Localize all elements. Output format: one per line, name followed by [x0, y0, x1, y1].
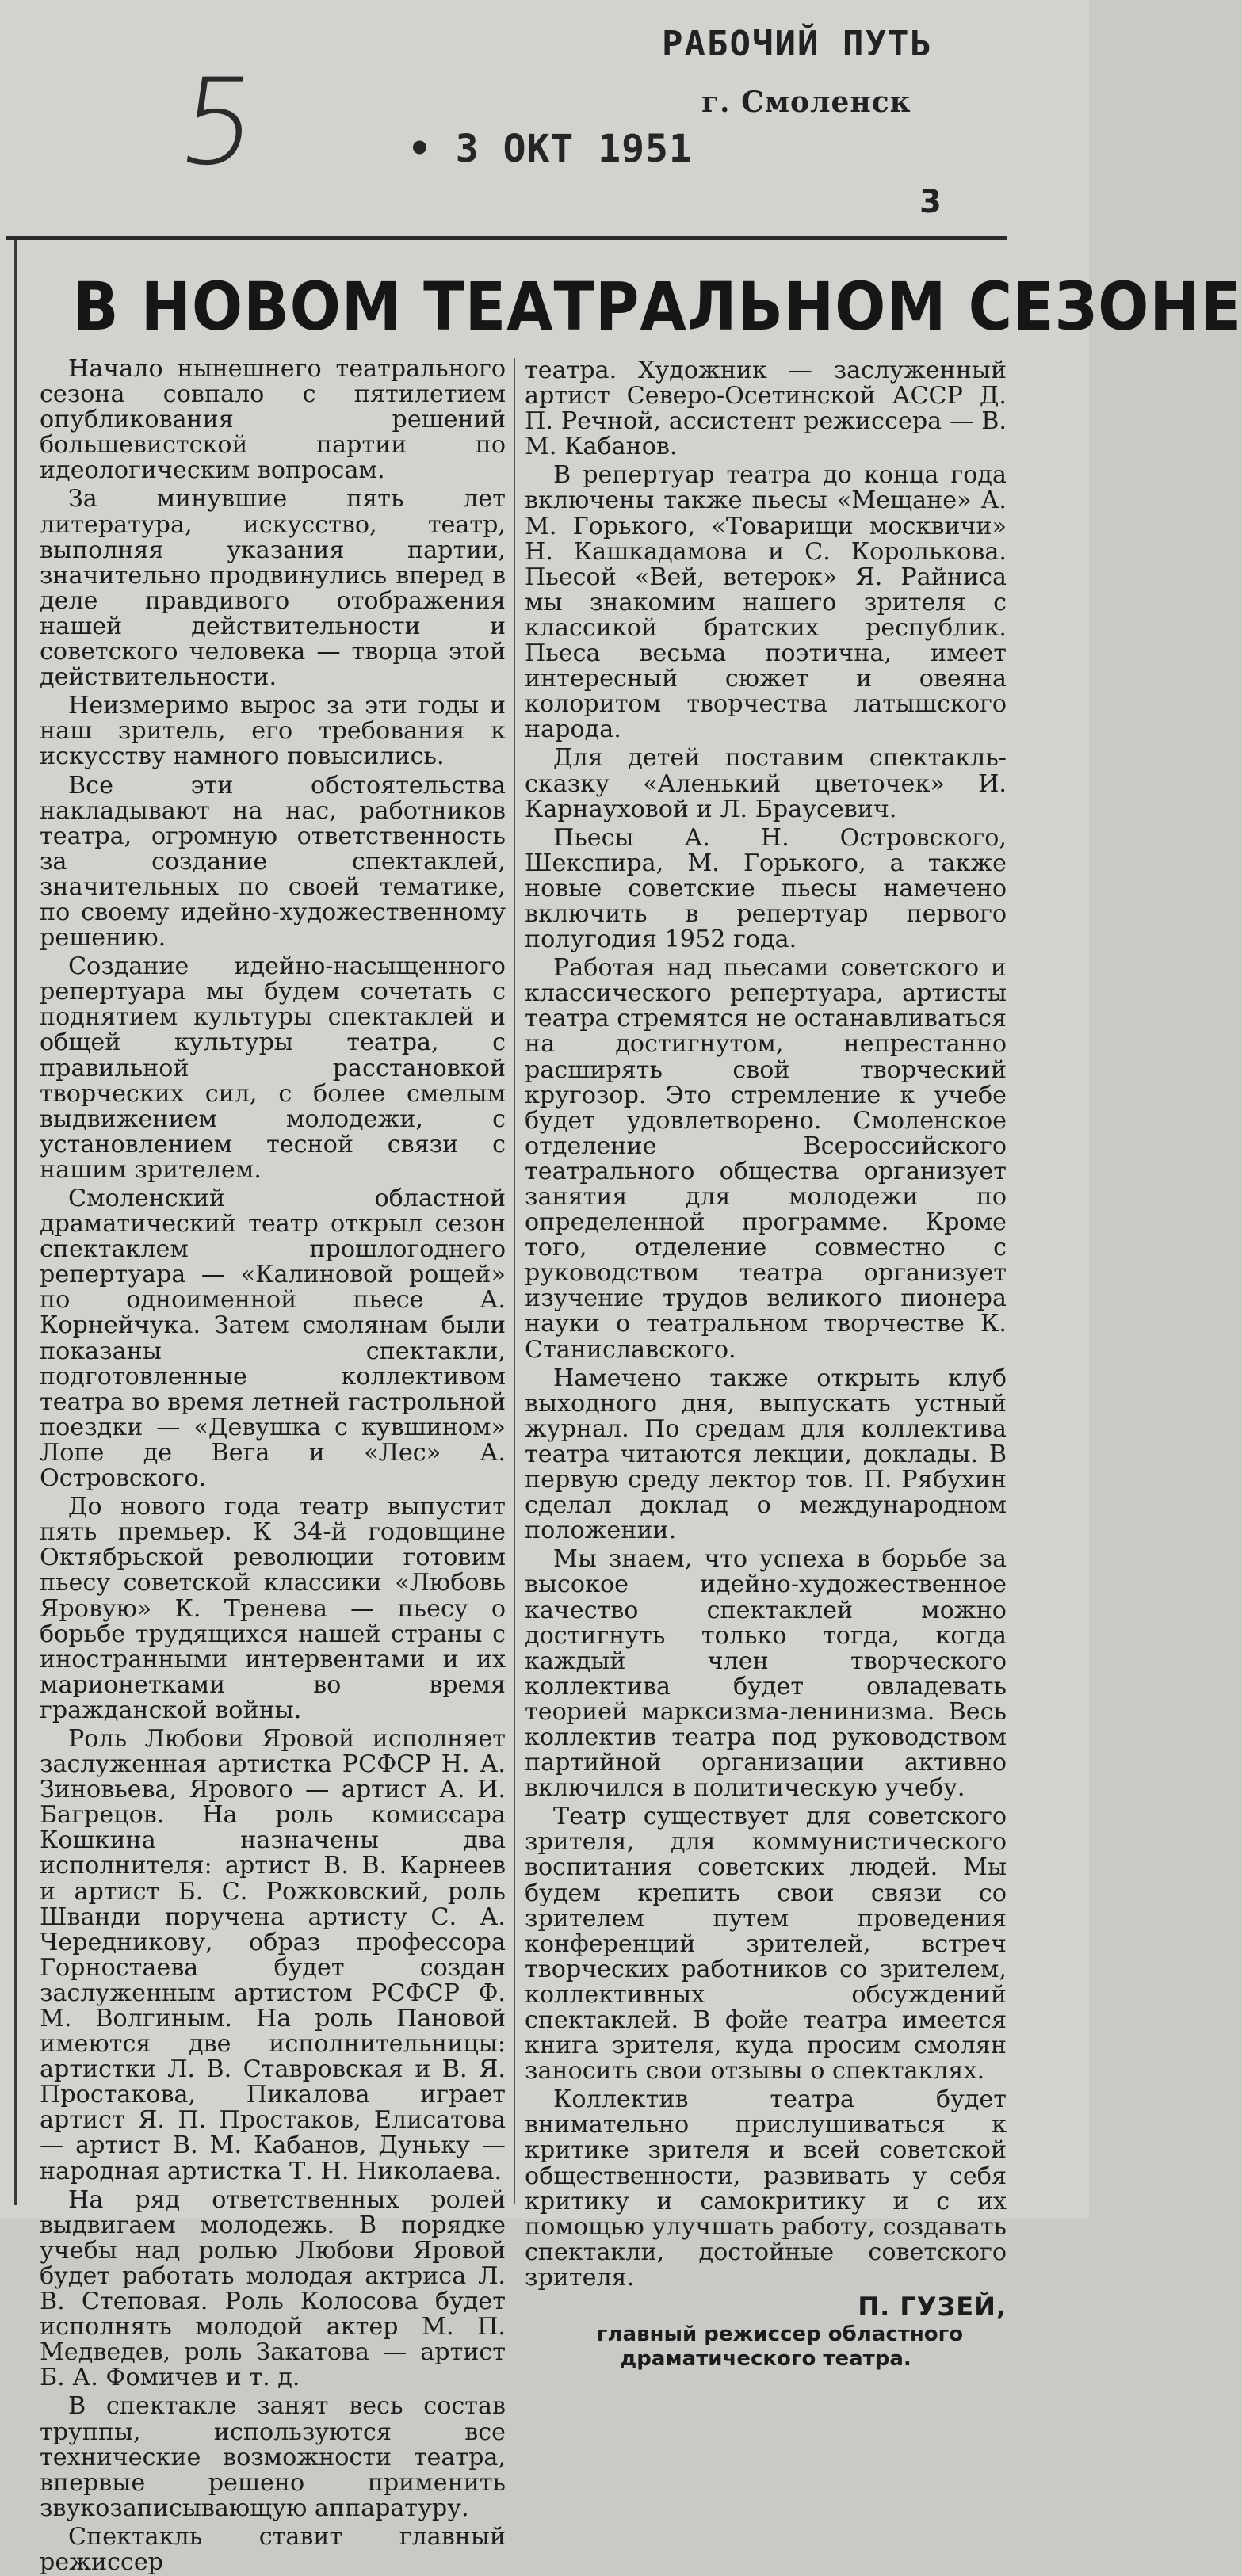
newspaper-name-stamp: РАБОЧИЙ ПУТЬ — [662, 24, 933, 64]
right-column — [525, 358, 1007, 2372]
paragraph: Пьесы А. Н. Островского, Шекспира, М. Горького, а также новые советские пьесы намечено включить в репертуар первого полугодия 1952 года. — [525, 823, 1007, 954]
paragraph: Все эти обстоятельства накладывают на нас, работников театра, огромную ответственность за создание спектаклей, значительных по своей тематике, по своему идейно-художественному решению. — [40, 771, 506, 952]
paragraph: За минувшие пять лет литература, искусство, театр, выполняя указания партии, значительно продвинулись вперед в деле правдивого отображения нашей действительности и советского человека — творца этой действительности. — [40, 485, 506, 692]
column-divider — [514, 358, 515, 2204]
paragraph: Начало нынешнего театрального сезона совпало с пятилетием опубликования решений большевистской партии по идеологическим вопросам. — [40, 355, 506, 485]
author-title: главный режиссер областного драматического театра. — [596, 2322, 964, 2372]
paragraph: Для детей поставим спектакль-сказку «Аленький цветочек» И. Карнауховой и Л. Браусевич. — [525, 744, 1007, 823]
top-rule — [6, 236, 1007, 240]
left-border — [14, 240, 17, 2205]
paragraph: В спектакле занят весь состав труппы, используются все технические возможности театра, впервые решено применить звукозаписывающую аппаратуру. — [40, 2392, 506, 2522]
date-stamp: • 3 ОКТ 1951 — [408, 127, 693, 171]
paragraph: До нового года театр выпустит пять премьер. К 34-й годовщине Октябрьской революции готовим пьесу советской классики «Любовь Яровую» К. Тренева — пьесу о борьбе трудящихся нашей страны с иностранными интервентами и их марионетками во время гражданской войны. — [40, 1493, 506, 1724]
paragraph: Намечено также открыть клуб выходного дня, выпускать устный журнал. По средам для коллектива театра читаются лекции, доклады. В первую среду лектор тов. П. Рябухин сделал доклад о международном положении. — [525, 1364, 1007, 1545]
paragraph: Роль Любови Яровой исполняет заслуженная артистка РСФСР Н. А. Зиновьева, Ярового — артист А. И. Багрецов. На роль комиссара Кошкина назначены два исполнителя: артист В. В. Карнеев и артист Б. С. Рожковский, роль Шванди поручена артисту С. А. Чередникову, образ профессора Горностаева будет создан заслуженным артистом РСФСР Ф. М. Волгиным. На роль Пановой имеются две исполнительницы: артистки Л. В. Ставровская и В. Я. Простакова, Пикалова играет артист Я. П. Простаков, Елисатова — артист В. М. Кабанов, Дуньку — народная артистка Т. Н. Николаева. — [40, 1724, 506, 2185]
paragraph: Создание идейно-насыщенного репертуара мы будем сочетать с поднятием культуры спектаклей и общей культуры театра, с правильной расстановкой творческих сил, с более смелым выдвижением молодежи, с установлением тесной связи с нашим зрителем. — [40, 952, 506, 1184]
left-column — [40, 357, 506, 2575]
paragraph: На ряд ответственных ролей выдвигаем молодежь. В порядке учебы над ролью Любови Яровой будет работать молодая актриса Л. В. Степовая. Роль Колосова будет исполнять молодой актер М. П. Медведев, роль Закатова — артист Б. А. Фомичев и т. д. — [40, 2185, 506, 2392]
handwritten-archive-number: 5 — [170, 54, 266, 192]
paragraph: В репертуар театра до конца года включены также пьесы «Мещане» А. М. Горького, «Товарищи москвичи» Н. Кашкадамова и С. Королькова. Пьесой «Вей, ветерок» Я. Райниса мы знакомим нашего зрителя с классикой братских республик. Пьеса весьма поэтична, имеет интересный сюжет и овеяна колоритом творчества латышского народа. — [525, 461, 1007, 744]
paragraph: Спектакль ставит главный режиссер — [40, 2522, 506, 2576]
paragraph: Работая над пьесами советского и классического репертуара, артисты театра стремятся не останавливаться на достигнутом, непрестанно расширять свой творческий кругозор. Это стремление к учебе будет удовлетворено. Смоленское отделение Всероссийского театрального общества организует занятия для молодежи по определенной программе. Кроме того, отделение совместно с руководством театра организует изучение трудов великого пионера науки о театральном творчестве К. Станиславского. — [525, 954, 1007, 1364]
paragraph: Мы знаем, что успеха в борьбе за высокое идейно-художественное качество спектаклей можно достигнуть только тогда, когда каждый член творческого коллектива будет овладевать теорией марксизма-ленинизма. Весь коллектив театра под руководством партийной организации активно включился в политическую учебу. — [525, 1545, 1007, 1803]
paragraph: Театр существует для советского зрителя, для коммунистического воспитания советских людей. Мы будем крепить свои связи со зрителем путем проведения конференций зрителей, встреч творческих работников со зрителем, коллективных обсуждений спектаклей. В фойе театра имеется книга зрителя, куда просим смолян заносить свои отзывы о спектаклях. — [525, 1803, 1007, 2086]
article-headline: В НОВОМ ТЕАТРАЛЬНОМ СЕЗОНЕ — [73, 268, 1242, 345]
city-stamp: г. Смоленск — [701, 86, 911, 119]
paragraph: Смоленский областной драматический театр открыл сезон спектаклем прошлогоднего репертуара — «Калиновой рощей» по одноименной пьесе А. Корнейчука. Затем смолянам были показаны спектакли, подготовленные коллективом театра во время летней гастрольной поездки — «Девушка с кувшином» Лопе де Вега и «Лес» А. Островского. — [40, 1185, 506, 1493]
paragraph-continuation: театра. Художник — заслуженный артист Северо-Осетинской АССР Д. П. Речной, ассистент режиссера — В. М. Кабанов. — [525, 357, 1007, 461]
page-number: 3 — [919, 184, 942, 220]
author-name: П. ГУЗЕЙ, — [858, 2292, 1007, 2322]
paragraph: Неизмеримо вырос за эти годы и наш зритель, его требования к искусству намного повысились. — [40, 692, 506, 771]
paragraph: Коллектив театра будет внимательно прислушиваться к критике зрителя и всей советской общественности, развивать у себя критику и самокритику и с их помощью улучшать работу, создавать спектакли, достойные советского зрителя. — [525, 2086, 1007, 2292]
